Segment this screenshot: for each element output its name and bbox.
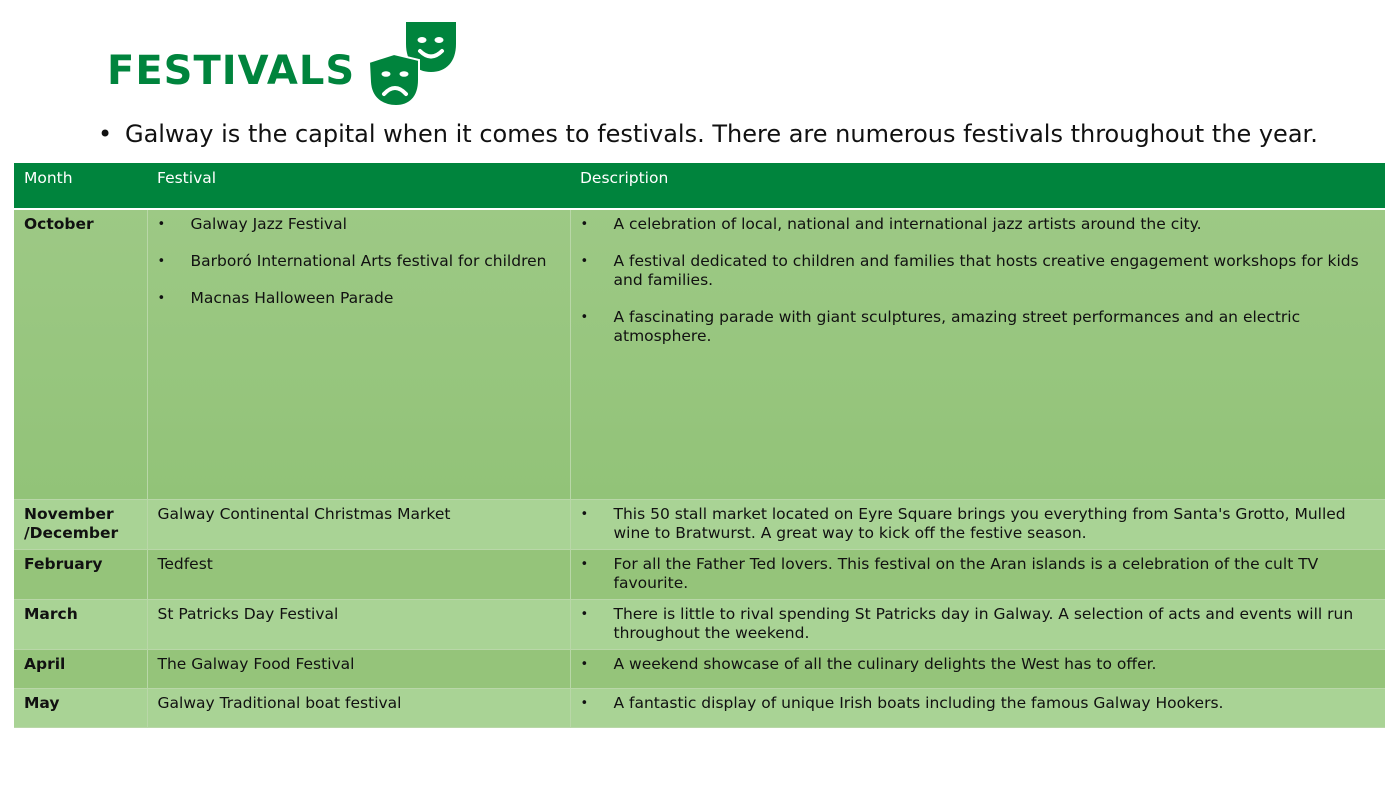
header-month: Month bbox=[14, 163, 147, 209]
month-cell: April bbox=[14, 649, 147, 688]
list-item: • A festival dedicated to children and families that hosts creative engagement workshops for kids and families. bbox=[580, 252, 1359, 289]
description-list bbox=[581, 215, 1376, 346]
list-item: • This 50 stall market located on Eyre Square brings you everything from Santa's Grotto, Mulled wine to Bratwurst. A great way to kick off the festive season. bbox=[580, 504, 1346, 542]
festival-cell: Galway Traditional boat festival bbox=[147, 688, 570, 727]
festival-list bbox=[158, 215, 560, 308]
intro-text: Galway is the capital when it comes to festivals. There are numerous festivals throughout the year. bbox=[125, 120, 1318, 148]
table-row bbox=[14, 209, 1385, 499]
slide-title: FESTIVALS bbox=[107, 48, 356, 94]
description-list bbox=[581, 505, 1376, 543]
theater-masks-icon bbox=[366, 16, 460, 110]
bullet: • bbox=[580, 695, 589, 711]
list-item: • Macnas Halloween Parade bbox=[157, 289, 394, 307]
description-cell bbox=[570, 649, 1385, 688]
festival-cell bbox=[147, 209, 570, 499]
table-row bbox=[14, 549, 1385, 599]
description-list bbox=[581, 605, 1376, 643]
list-item: • Barboró International Arts festival for children bbox=[157, 252, 547, 270]
bullet: • bbox=[580, 217, 589, 232]
list-item: • There is little to rival spending St Patricks day in Galway. A selection of acts and events will run throughout the weekend. bbox=[580, 604, 1354, 642]
festivals-table bbox=[14, 163, 1385, 728]
list-item: • A celebration of local, national and international jazz artists around the city. bbox=[580, 215, 1202, 233]
table-header-row bbox=[14, 163, 1385, 209]
month-cell: November /December bbox=[14, 499, 147, 549]
bullet: • bbox=[580, 506, 589, 522]
table-row bbox=[14, 599, 1385, 649]
festival-cell: Galway Continental Christmas Market bbox=[147, 499, 570, 549]
description-list bbox=[581, 655, 1376, 674]
table-row bbox=[14, 499, 1385, 549]
bullet: • bbox=[580, 556, 589, 572]
list-item: • A fantastic display of unique Irish boats including the famous Galway Hookers. bbox=[580, 693, 1224, 712]
bullet: • bbox=[580, 656, 589, 672]
month-cell: March bbox=[14, 599, 147, 649]
bullet: • bbox=[157, 254, 166, 269]
tragedy-mask-icon bbox=[369, 54, 419, 106]
header-description: Description bbox=[570, 163, 1385, 209]
description-cell bbox=[570, 599, 1385, 649]
festival-cell: The Galway Food Festival bbox=[147, 649, 570, 688]
bullet: • bbox=[157, 291, 166, 306]
bullet: • bbox=[580, 254, 589, 269]
month-cell: May bbox=[14, 688, 147, 727]
table-row bbox=[14, 688, 1385, 727]
bullet: • bbox=[580, 310, 589, 325]
intro-bullet bbox=[98, 118, 1318, 150]
table-row bbox=[14, 649, 1385, 688]
month-cell: October bbox=[14, 209, 147, 499]
description-cell bbox=[570, 209, 1385, 499]
bullet: • bbox=[157, 217, 166, 232]
description-cell bbox=[570, 688, 1385, 727]
list-item: • For all the Father Ted lovers. This festival on the Aran islands is a celebration of the cult TV favourite. bbox=[580, 554, 1319, 592]
month-cell: February bbox=[14, 549, 147, 599]
description-list bbox=[581, 555, 1376, 593]
description-cell bbox=[570, 499, 1385, 549]
description-list bbox=[581, 694, 1376, 713]
header-festival: Festival bbox=[147, 163, 570, 209]
festival-cell: Tedfest bbox=[147, 549, 570, 599]
list-item: • A weekend showcase of all the culinary delights the West has to offer. bbox=[580, 654, 1157, 673]
list-item: • Galway Jazz Festival bbox=[157, 215, 347, 233]
bullet: • bbox=[580, 606, 589, 622]
festival-cell: St Patricks Day Festival bbox=[147, 599, 570, 649]
description-cell bbox=[570, 549, 1385, 599]
list-item: • A fascinating parade with giant sculptures, amazing street performances and an electric atmosphere. bbox=[580, 308, 1301, 345]
bullet: • bbox=[98, 120, 113, 148]
